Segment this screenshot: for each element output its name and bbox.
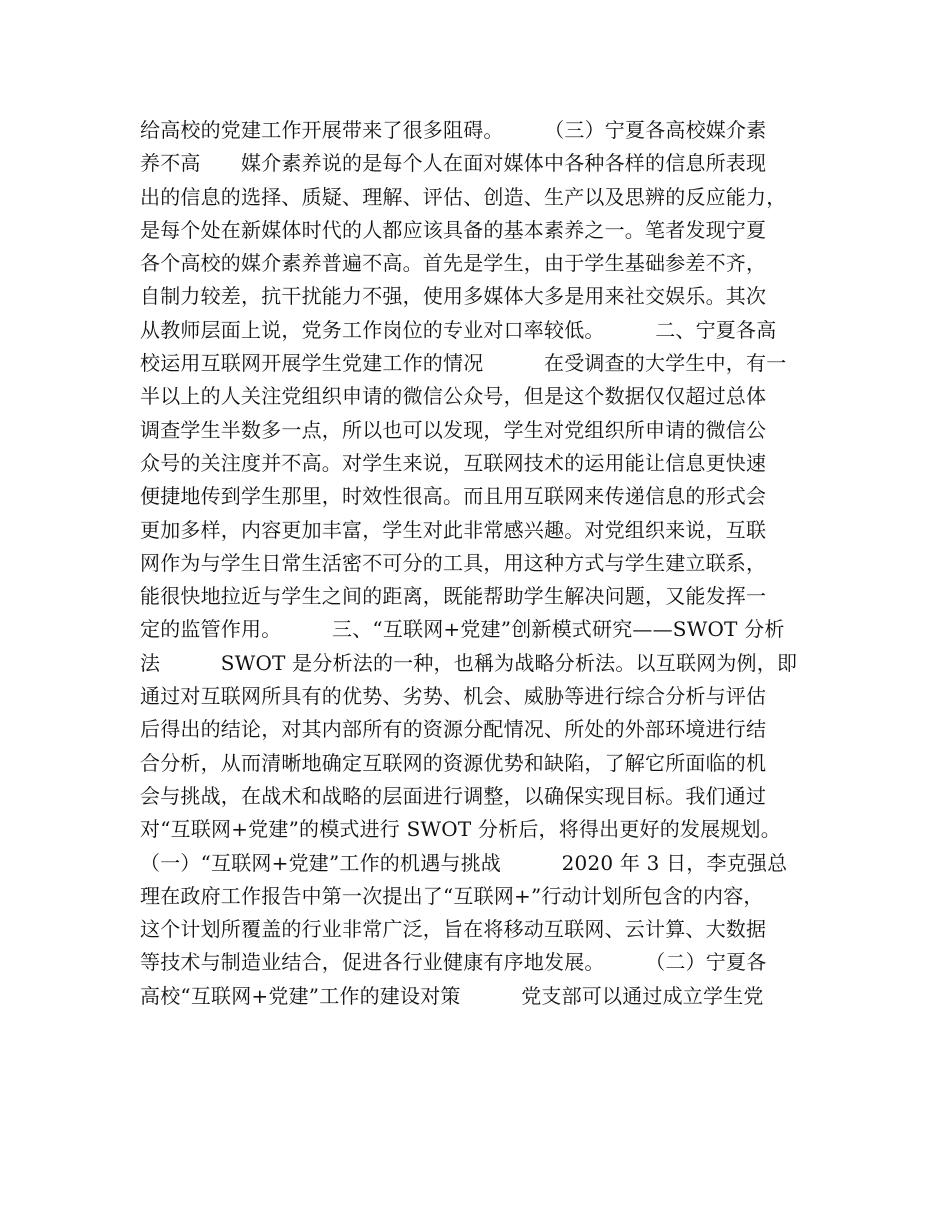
text-line: 各个高校的媒介素养普遍不高。首先是学生，由于学生基础参差不齐， (140, 251, 767, 276)
text-line: 从教师层面上说，党务工作岗位的专业对口率较低。 二、宁夏各高 (140, 317, 777, 342)
text-line: 调查学生半数多一点，所以也可以发现，学生对党组织所申请的微信公 (140, 417, 767, 442)
text-line: 会与挑战，在战术和战略的层面进行调整，以确保实现目标。我们通过 (140, 783, 767, 808)
text-line: 对“互联网+党建”的模式进行 SWOT 分析后，将得出更好的发展规划。 (140, 817, 781, 842)
text-line: 法 SWOT 是分析法的一种，也稱为战略分析法。以互联网为例，即 (140, 650, 798, 675)
text-line: 等技术与制造业结合，促进各行业健康有序地发展。 （二）宁夏各 (140, 950, 767, 975)
text-line: 更加多样，内容更加丰富，学生对此非常感兴趣。对党组织来说，互联 (140, 517, 767, 542)
text-line: 通过对互联网所具有的优势、劣势、机会、威胁等进行综合分析与评估 (140, 684, 767, 709)
text-line: 定的监管作用。 三、“互联网+党建”创新模式研究——SWOT 分析 (140, 617, 785, 642)
text-line: （一）“互联网+党建”工作的机遇与挑战 2020 年 3 日，李克强总 (140, 850, 788, 875)
text-line: 这个计划所覆盖的行业非常广泛，旨在将移动互联网、云计算、大数据 (140, 917, 767, 942)
text-line: 出的信息的选择、质疑、理解、评估、创造、生产以及思辨的反应能力， (140, 184, 787, 209)
body-text (140, 114, 840, 1013)
text-line: 后得出的结论，对其内部所有的资源分配情况、所处的外部环境进行结 (140, 717, 767, 742)
text-line: 半以上的人关注党组织申请的微信公众号，但是这个数据仅仅超过总体 (140, 384, 767, 409)
text-line: 自制力较差，抗干扰能力不强，使用多媒体大多是用来社交娱乐。其次 (140, 284, 767, 309)
text-line: 便捷地传到学生那里，时效性很高。而且用互联网来传递信息的形式会 (140, 484, 767, 509)
text-line: 众号的关注度并不高。对学生来说，互联网技术的运用能让信息更快速 (140, 450, 767, 475)
text-line: 是每个处在新媒体时代的人都应该具备的基本素养之一。笔者发现宁夏 (140, 217, 767, 242)
text-line: 给高校的党建工作开展带来了很多阻碍。 （三）宁夏各高校媒介素 (140, 118, 767, 142)
text-line: 校运用互联网开展学生党建工作的情况 在受调查的大学生中，有一 (140, 351, 787, 376)
text-line: 合分析，从而清晰地确定互联网的资源优势和缺陷，了解它所面临的机 (140, 750, 767, 775)
text-line: 能很快地拉近与学生之间的距离，既能帮助学生解决问题，又能发挥一 (140, 584, 767, 609)
text-line: 理在政府工作报告中第一次提出了“互联网+”行动计划所包含的内容， (140, 883, 764, 908)
text-line: 养不高 媒介素养说的是每个人在面对媒体中各种各样的信息所表现 (140, 151, 767, 176)
text-line: 高校“互联网+党建”工作的建设对策 党支部可以通过成立学生党 (140, 983, 764, 1008)
text-line: 网作为与学生日常生活密不可分的工具，用这种方式与学生建立联系， (140, 550, 767, 575)
